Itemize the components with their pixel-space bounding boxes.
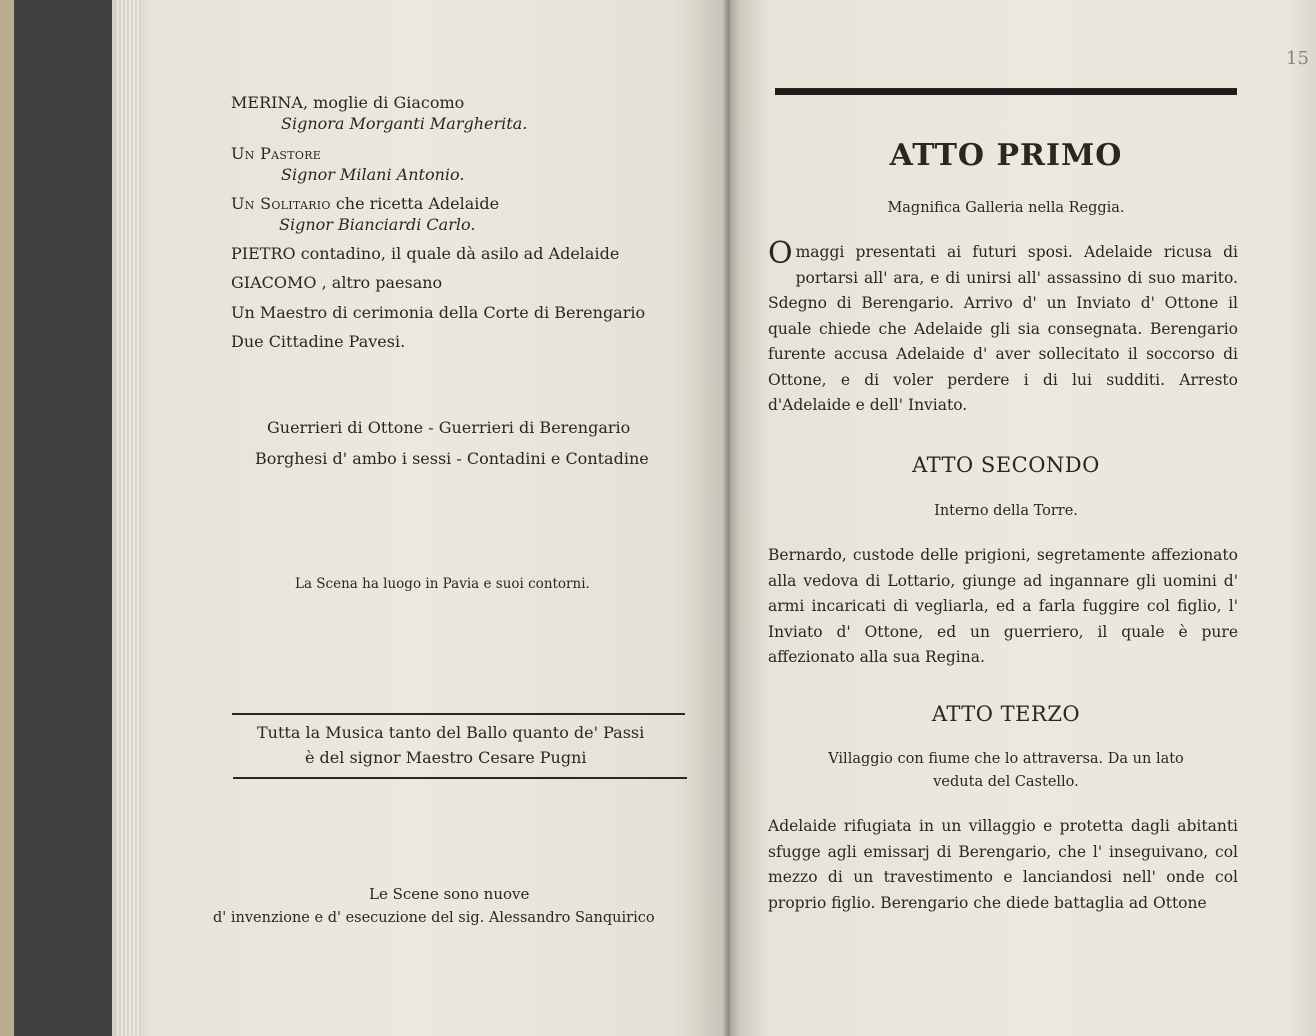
page-edges	[115, 0, 141, 1036]
cast-role: che ricetta Adelaide	[330, 194, 500, 213]
act-three-synopsis: Adelaide rifugiata in un villaggio e protetta dagli abitanti sfugge agli emissarj di Berengario, che l' inseguivano, col mezzo di un travestimento e lanciandosi nell' onde col proprio figlio. Berengario che diede battaglia ad Ottone	[768, 817, 1238, 912]
cast-entry-pastore: Un Pastore	[231, 144, 322, 163]
act-two-synopsis: Bernardo, custode delle prigioni, segretamente affezionato alla vedova di Lottario, giunge ad ingannare gli uomini d' armi incaricati di vegliarla, ed a farla fuggire col figlio, l' Inviato d' Ottone, ed un guerriero, il quale è pure affezionato alla sua Regina.	[768, 546, 1238, 666]
chorus-line: Guerrieri di Ottone - Guerrieri di Berengario	[267, 418, 631, 437]
divider	[233, 777, 687, 779]
cast-entry-solitario	[231, 195, 499, 213]
cast-line: PIETRO contadino, il quale dà asilo ad Adelaide	[231, 244, 620, 263]
page-number: 15	[1286, 48, 1309, 69]
cast-line: Due Cittadine Pavesi.	[231, 332, 406, 351]
act-two-title: ATTO SECONDO	[912, 453, 1100, 477]
chorus-line: Borghesi d' ambo i sessi - Contadini e Contadine	[255, 449, 649, 468]
open-book	[112, 0, 1316, 1036]
cast-name: MERINA	[231, 93, 303, 112]
left-page	[112, 0, 728, 1036]
act-one-synopsis	[768, 236, 1238, 419]
drop-cap: O	[768, 236, 793, 271]
scenes-credit: Le Scene sono nuove	[369, 885, 530, 903]
cast-line: Un Maestro di cerimonia della Corte di Berengario	[231, 303, 646, 322]
cast-entry-merina	[231, 94, 464, 112]
act-three-setting: Villaggio con fiume che lo attraversa. Da un lato	[828, 751, 1184, 767]
music-credit: è del signor Maestro Cesare Pugni	[305, 748, 587, 767]
act-three-setting: veduta del Castello.	[933, 774, 1079, 790]
act-one-title: ATTO PRIMO	[889, 138, 1123, 173]
music-credit: Tutta la Musica tanto del Ballo quanto de' Passi	[257, 723, 645, 742]
cast-actor: Signor Milani Antonio.	[281, 165, 465, 184]
cast-actor: Signor Bianciardi Carlo.	[279, 215, 476, 234]
setting-note: La Scena ha luogo in Pavia e suoi contorni.	[295, 576, 590, 592]
act-two-setting: Interno della Torre.	[934, 503, 1078, 519]
header-rule	[775, 88, 1237, 95]
act-three-title: ATTO TERZO	[931, 702, 1081, 726]
act-one-text: maggi presentati ai futuri sposi. Adelaide ricusa di portarsi all' ara, e di unirsi all' assassino di suo marito. Sdegno di Berengario. Arrivo d' un Inviato d' Ottone il quale chiede che Adelaide gli sia consegnata. Berengario furente accusa Adelaide d' aver sollecitato il soccorso di Ottone, e di voler perdere i di lui sudditi. Arresto d'Adelaide e dell' Inviato.	[768, 243, 1238, 414]
divider	[232, 713, 685, 715]
scenes-credit: d' invenzione e d' esecuzione del sig. Alessandro Sanquirico	[213, 910, 655, 926]
act-one-setting: Magnifica Galleria nella Reggia.	[887, 200, 1125, 216]
cast-actor: Signora Morganti Margherita.	[281, 114, 528, 133]
cast-line: GIACOMO , altro paesano	[231, 273, 443, 292]
cast-name: Un Solitario	[231, 194, 331, 213]
cast-role: , moglie di Giacomo	[302, 93, 465, 112]
right-page	[730, 0, 1316, 1036]
